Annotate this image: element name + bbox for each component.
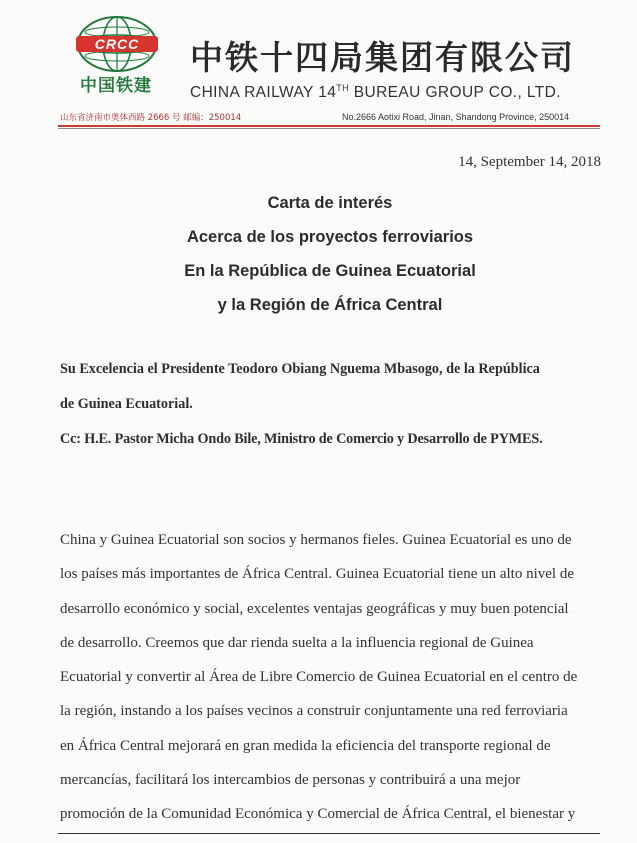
body-line: de desarrollo. Creemos que dar rienda suelta a la influencia regional de Guinea: [60, 634, 534, 651]
logo-text: CRCC: [94, 36, 140, 52]
recipient-line: de Guinea Ecuatorial.: [60, 396, 193, 412]
body-line: promoción de la Comunidad Económica y Comercial de África Central, el bienestar y: [60, 806, 576, 823]
body-line: mercancías, facilitará los intercambios de personas y contribuirá a una mejor: [60, 772, 521, 789]
company-name-english: CHINA RAILWAY 14TH BUREAU GROUP CO., LTD.: [190, 82, 561, 101]
body-line: China y Guinea Ecuatorial son socios y hermanos fieles. Guinea Ecuatorial es uno de: [60, 532, 572, 548]
letterhead-divider-gray: [58, 128, 600, 129]
title-line: Acerca de los proyectos ferroviarios: [186, 228, 474, 246]
recipient-line: Su Excelencia el Presidente Teodoro Obiang Nguema Mbasogo, de la República: [60, 361, 540, 377]
title-line: En la República de Guinea Ecuatorial: [184, 262, 476, 280]
letter-body: [60, 530, 605, 839]
bottom-divider: [58, 833, 600, 834]
letter-title: [130, 186, 530, 322]
body-line: los países más importantes de África Central. Guinea Ecuatorial tiene un alto nivel de: [60, 566, 574, 583]
logo-chinese-name: 中国铁建: [80, 76, 152, 96]
title-line: Carta de interés: [267, 194, 393, 212]
body-line: en África Central mejorará en gran medida la eficiencia del transporte regional de: [60, 737, 551, 754]
title-line: y la Región de África Central: [217, 296, 443, 314]
body-line: Ecuatorial y convertir al Área de Libre Comercio de Guinea Ecuatorial en el centro de: [60, 669, 578, 686]
body-line: desarrollo económico y social, excelentes ventajas geográficas y muy buen potencial: [60, 600, 569, 617]
cc-line: Cc: H.E. Pastor Micha Ondo Bile, Ministro de Comercio y Desarrollo de PYMES.: [60, 431, 543, 447]
letterhead-divider-red: [58, 125, 600, 127]
body-line: la región, instando a los países vecinos a construir conjuntamente una red ferroviaria: [60, 703, 568, 720]
letter-date: 14, September 14, 2018: [458, 154, 601, 170]
company-name-chinese: 中铁十四局集团有限公司: [190, 38, 575, 77]
address-english: No.2666 Aotixi Road, Jinan, Shandong Province, 250014: [342, 112, 570, 122]
address-chinese: 山东省济南市奥体西路 2666 号 邮编：250014: [60, 113, 242, 123]
